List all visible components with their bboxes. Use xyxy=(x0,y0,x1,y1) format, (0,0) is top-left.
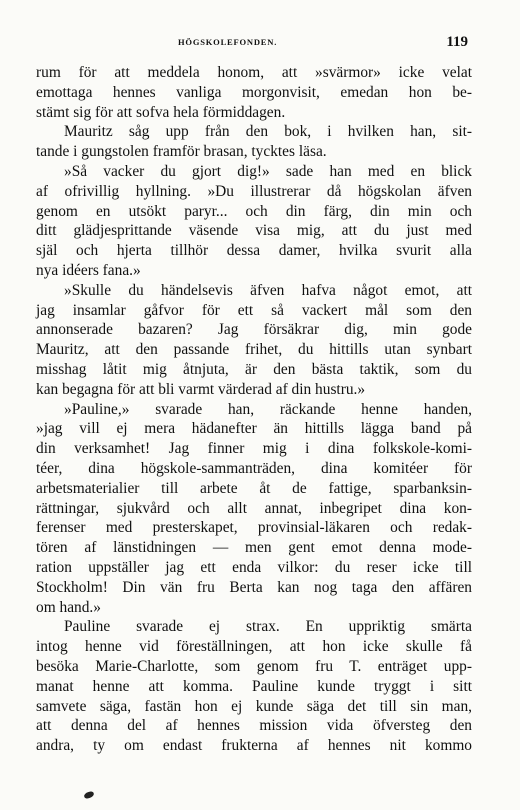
text-line: Stockholm! Din vän fru Berta kan nog taga den affären xyxy=(36,578,472,596)
text-line: Mauritz, att den passande frihet, du hittills utan synbart xyxy=(36,341,472,359)
text-line: att denna del af hennes mission vida öfversteg den xyxy=(36,717,472,735)
text-line: téer, dina högskole-sammanträden, dina komitéer för xyxy=(36,459,472,477)
text-line: nya idéers fana.» xyxy=(36,261,141,279)
text-line: »jag vill ej mera hädanefter än hittills lägga band på xyxy=(36,420,472,438)
text-line: manat henne att komma. Pauline kunde tryggt i sitt xyxy=(36,677,472,695)
text-line: besöka Marie-Charlotte, som genom fru T. enträget upp- xyxy=(36,657,472,675)
text-line: Pauline svarade ej strax. En uppriktig smärta xyxy=(64,618,472,636)
text-line: rum för att meddela honom, att »svärmor» icke velat xyxy=(36,64,472,81)
text-line: intog henne vid föreställningen, att hon icke skulle få xyxy=(36,638,472,656)
text-line: af ofrivillig hyllning. »Du illustrerar då högskolan äfven xyxy=(36,182,472,200)
text-line: ditt glädjesprittande väsende visa mig, att du just med xyxy=(36,222,472,240)
text-line: ferenser med presterskapet, provinsial-läkaren och redak- xyxy=(36,519,472,537)
text-line: om hand.» xyxy=(36,598,101,616)
text-line: tören af länstidningen — men gent emot denna mode- xyxy=(36,539,472,557)
text-line: genom en utsökt paryr... och din färg, din min och xyxy=(36,202,472,220)
text-line: arbetsmaterialier till arbete åt de fattige, sparbanksin- xyxy=(36,479,472,497)
text-line: tande i gungstolen framför brasan, tycktes läsa. xyxy=(36,143,327,161)
body-text xyxy=(36,63,472,756)
text-line: misshag låtit mig åtnjuta, är den bästa taktik, som du xyxy=(36,360,472,378)
text-line: »Skulle du händelsevis äfven hafva något emot, att xyxy=(64,281,472,299)
running-head: HÖGSKOLEFONDEN. xyxy=(178,37,278,47)
text-line: »Pauline,» svarade han, räckande henne handen, xyxy=(64,400,472,418)
text-line: själ och hjerta tillhör dessa damer, hvilka svurit alla xyxy=(36,242,472,260)
text-line: kan begagna för att bli varmt värderad af din hustru.» xyxy=(36,380,366,398)
text-line: din verksamhet! Jag finner mig i dina folkskole-komi- xyxy=(36,440,472,458)
text-line: »Så vacker du gjort dig!» sade han med en blick xyxy=(64,162,472,180)
text-line: rättningar, sjukvård och allt annat, inbegripet dina kon- xyxy=(36,499,472,517)
page-number: 119 xyxy=(446,34,468,50)
text-line: emottaga hennes vanliga morgonvisit, emedan hon be- xyxy=(36,83,472,101)
text-line: ration uppställer jag ett enda vilkor: du reser icke till xyxy=(36,558,472,576)
page-header xyxy=(40,34,484,56)
text-line: jag insamlar gåfvor för ett så vackert mål som den xyxy=(36,301,472,319)
text-line: annonserade bazaren? Jag försäkrar dig, min gode xyxy=(36,321,472,339)
text-line: andra, ty om endast frukterna af hennes nit kommo xyxy=(36,737,472,755)
text-line: stämt sig för att sofva hela förmiddagen. xyxy=(36,103,286,121)
text-line: samvete säga, fastän hon ej kunde säga det till sin man, xyxy=(36,697,472,715)
ink-smudge xyxy=(83,791,94,800)
text-line: Mauritz såg upp från den bok, i hvilken han, sit- xyxy=(64,123,472,141)
